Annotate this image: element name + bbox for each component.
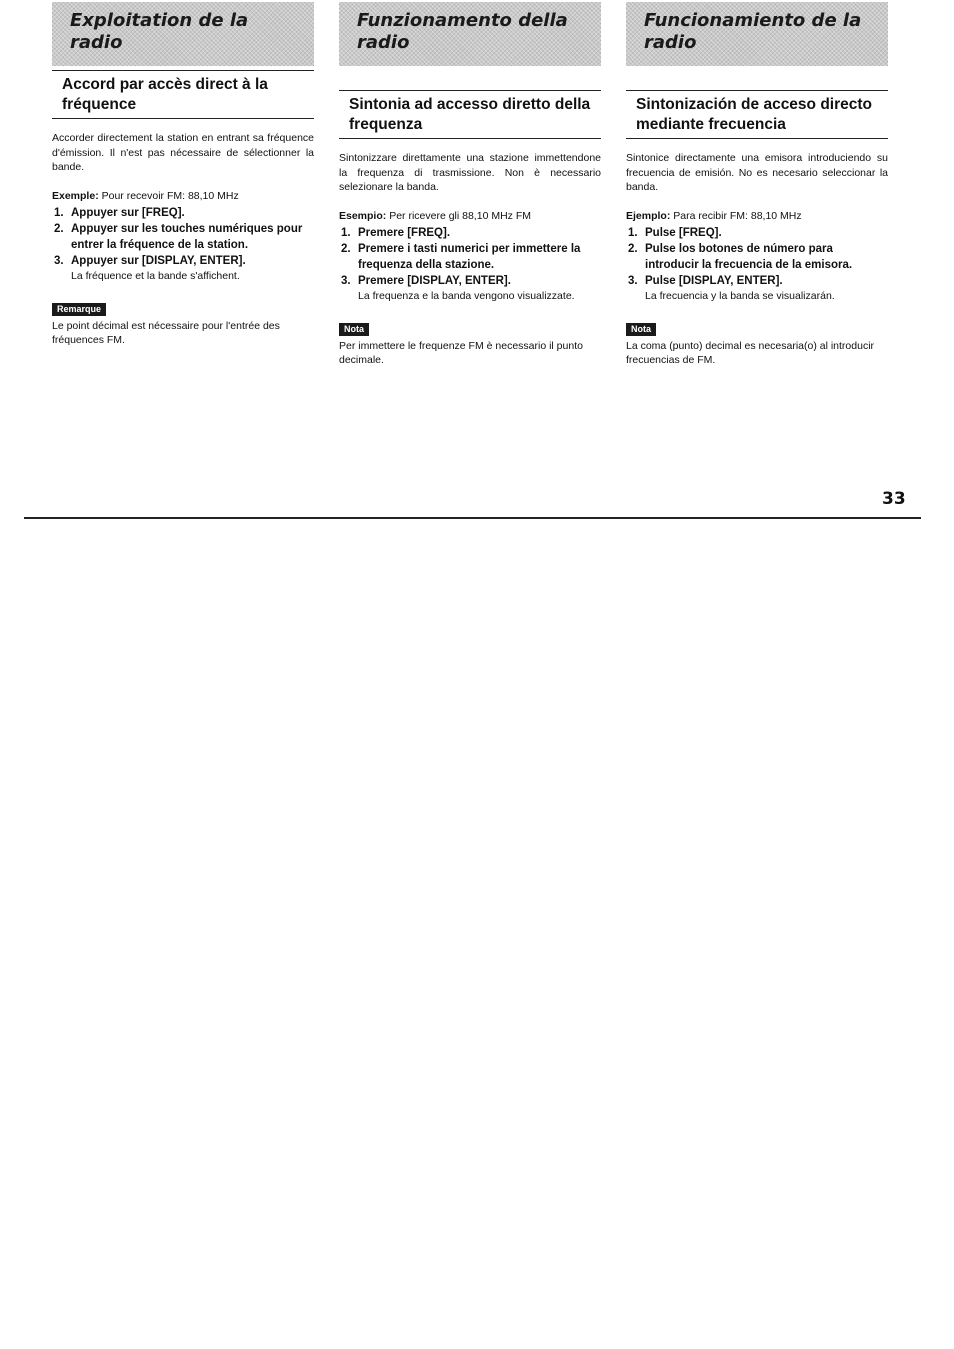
section-banner [52,2,314,66]
steps-list [52,205,314,269]
step-item [626,225,888,241]
step-text: Premere [FREQ]. [358,226,451,239]
intro-text: Sintonizzare direttamente una stazione immettendone la frequenza di trasmissione. Non è necessario selezionare la banda. [339,152,601,193]
heading-title: Sintonia ad accesso diretto della frequenza [349,96,591,133]
page-number: 33 [882,489,906,509]
step-text: Pulse [DISPLAY, ENTER]. [645,274,783,287]
section-heading [339,90,601,139]
section-heading [52,70,314,119]
step-note: La frequenza e la banda vengono visualizzate. [358,289,575,302]
section-banner [626,2,888,66]
intro-text: Accorder directement la station en entrant sa fréquence d'émission. Il n'est pas nécessaire de sélectionner la bande. [52,132,314,173]
steps-list [626,225,888,289]
column-french [52,0,314,348]
column-spanish [626,0,888,368]
section-heading [626,90,888,139]
intro-text: Sintonice directamente una emisora introduciendo su frecuencia de emisión. No es necesario seleccionar la banda. [626,152,888,193]
step-number: 2. [628,242,638,255]
column-italian [339,0,601,368]
step-item [52,253,314,269]
example-label: Esempio: [339,209,387,222]
step-number: 3. [341,274,351,287]
step-number: 1. [341,226,351,239]
step-item [339,225,601,241]
step-number: 2. [341,242,351,255]
banner-title: Funcionamiento de la radio [644,10,862,53]
step-number: 3. [54,254,64,267]
step-text: Premere i tasti numerici per immettere la frequenza della stazione. [358,242,581,271]
note-text: La coma (punto) decimal es necesaria(o) al introducir frecuencias de FM. [626,339,875,366]
example-label: Exemple: [52,189,99,202]
example-line [52,189,314,203]
note-text: Per immettere le frequenze FM è necessario il punto decimale. [339,339,583,366]
example-line [626,209,888,223]
note-text: Le point décimal est nécessaire pour l'entrée des fréquences FM. [52,319,280,346]
step-text: Pulse [FREQ]. [645,226,722,239]
note-badge: Remarque [52,303,106,316]
example-text: Para recibir FM: 88,10 MHz [673,209,802,222]
section-banner [339,2,601,66]
step-item [52,221,314,253]
steps-list [339,225,601,289]
note-badge: Nota [339,323,369,336]
step-item [339,273,601,289]
step-item [339,241,601,273]
step-item [626,241,888,273]
heading-title: Accord par accès direct à la fréquence [62,76,268,113]
step-number: 1. [54,206,64,219]
step-text: Pulse los botones de número para introducir la frecuencia de la emisora. [645,242,853,271]
step-text: Appuyer sur les touches numériques pour entrer la fréquence de la station. [71,222,303,251]
footer-rule [24,517,921,519]
step-text: Premere [DISPLAY, ENTER]. [358,274,511,287]
step-item [52,205,314,221]
step-text: Appuyer sur [FREQ]. [71,206,185,219]
banner-title: Funzionamento della radio [357,10,568,53]
step-note: La frecuencia y la banda se visualizarán. [645,289,835,302]
note-badge: Nota [626,323,656,336]
step-number: 1. [628,226,638,239]
example-text: Per ricevere gli 88,10 MHz FM [389,209,531,222]
example-label: Ejemplo: [626,209,671,222]
example-text: Pour recevoir FM: 88,10 MHz [101,189,239,202]
step-text: Appuyer sur [DISPLAY, ENTER]. [71,254,246,267]
step-note: La fréquence et la bande s'affichent. [71,269,240,282]
step-item [626,273,888,289]
step-number: 2. [54,222,64,235]
heading-title: Sintonización de acceso directo mediante frecuencia [636,96,873,133]
example-line [339,209,601,223]
banner-title: Exploitation de la radio [70,10,249,53]
step-number: 3. [628,274,638,287]
